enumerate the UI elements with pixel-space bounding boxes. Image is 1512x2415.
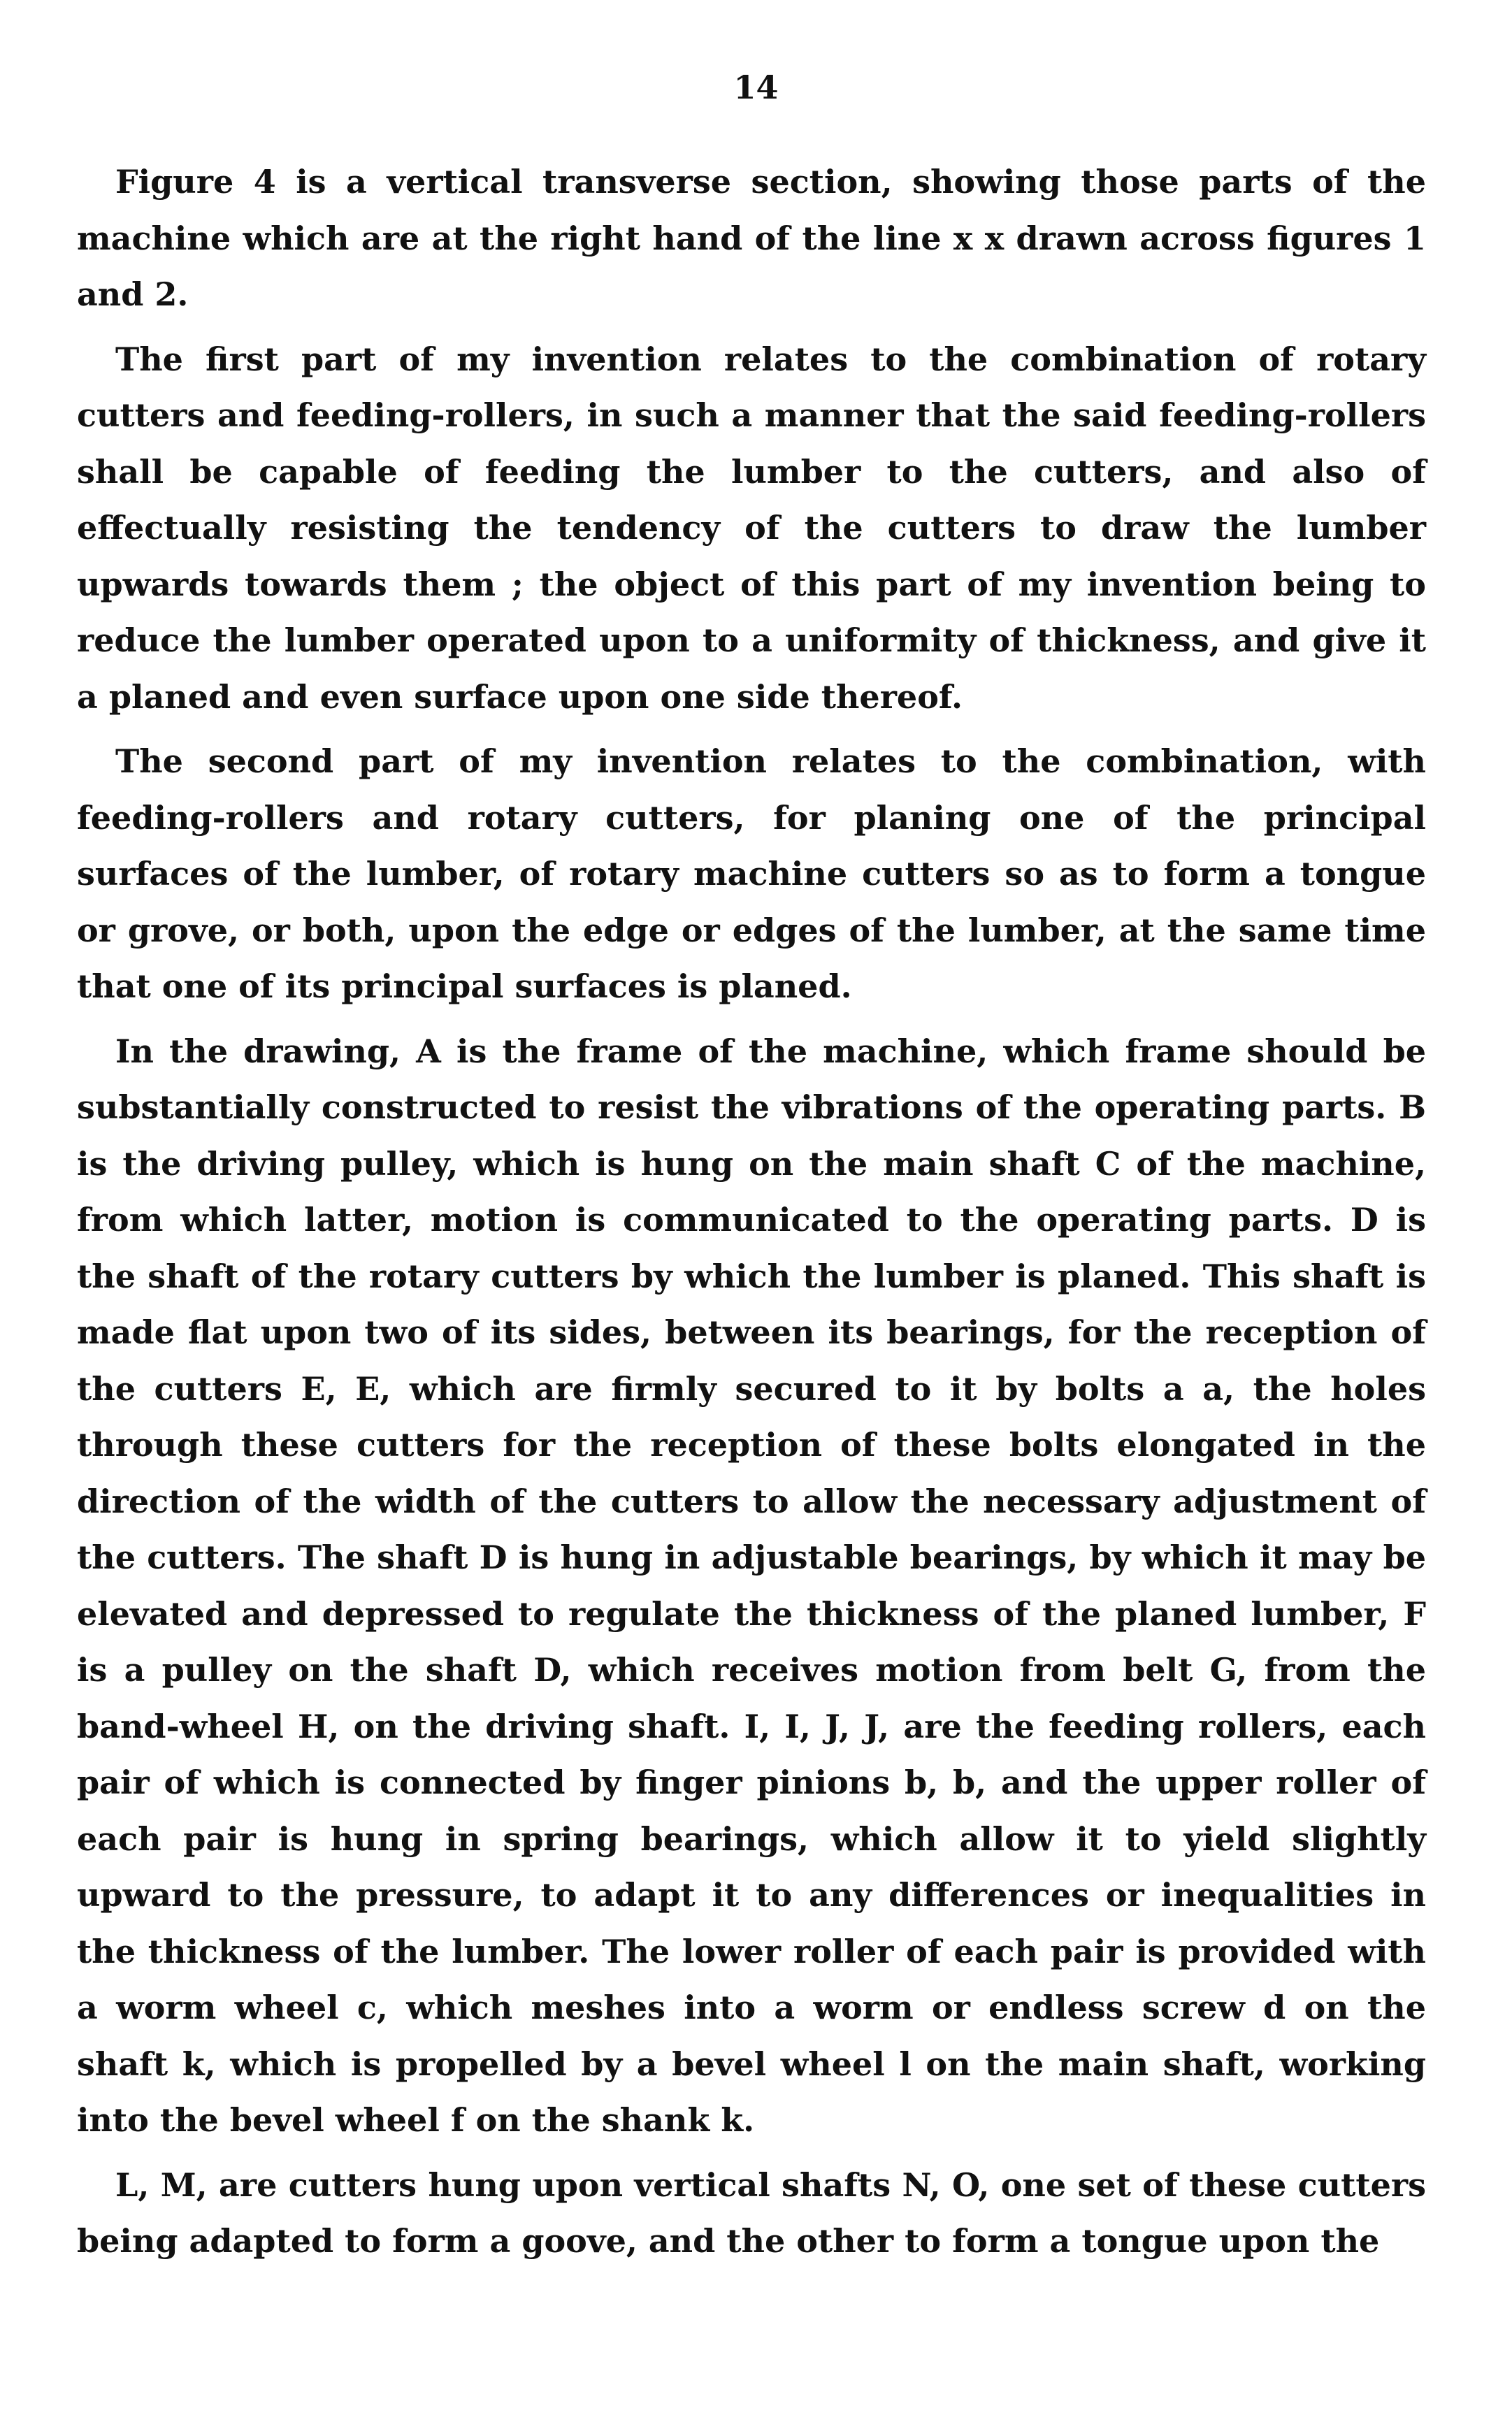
paragraph-cutters: L, M, are cutters hung upon vertical shafts N, O, one set of these cutters being adapted to form a goove, and the other to form a tongue upon the xyxy=(77,2165,1426,2260)
page-body xyxy=(77,154,1426,2278)
page-number: 14 xyxy=(733,69,779,106)
paragraph-first-part: The first part of my invention relates to the combination of rotary cutters and feeding-rollers, in such a manner that the said feeding-rollers shall be capable of feeding the lumber to the cutters, and also of effectually resisting the tendency of the cutters to draw the lumber upwards towards them ; the object of this part of my invention being to reduce the lumber operated upon to a uniformity of thickness, and give it a planed and even surface upon one side thereof. xyxy=(77,340,1426,716)
paragraph-second-part: The second part of my invention relates to the combination, with feeding-rollers and rotary cutters, for planing one of the principal surfaces of the lumber, of rotary machine cutters so as to form a tongue or grove, or both, upon the edge or edges of the lumber, at the same time that one of its principal surfaces is planed. xyxy=(77,742,1426,1005)
paragraph-drawing-description: In the drawing, A is the frame of the machine, which frame should be substantially constructed to resist the vibrations of the operating parts. B is the driving pulley, which is hung on the main shaft C of the machine, from which latter, motion is communicated to the operating parts. D is the shaft of the rotary cutters by which the lumber is planed. This shaft is made flat upon two of its sides, between its bearings, for the reception of the cutters E, E, which are firmly secured to it by bolts a a, the holes through these cutters for the reception of these bolts elongated in the direction of the width of the cutters to allow the necessary adjustment of the cutters. The shaft D is hung in adjustable bearings, by which it may be elevated and depressed to regulate the thickness of the planed lumber, F is a pulley on the shaft D, which receives motion from belt G, from the band-wheel H, on the driving shaft. I, I, J, J, are the feeding rollers, each pair of which is connected by finger pinions b, b, and the upper roller of each pair is hung in spring bearings, which allow it to yield slightly upward to the pressure, to adapt it to any differences or inequalities in the thickness of the lumber. The lower roller of each pair is provided with a worm wheel c, which meshes into a worm or endless screw d on the shaft k, which is propelled by a bevel wheel l on the main shaft, working into the bevel wheel f on the shank k. xyxy=(77,1032,1426,2139)
paragraph-figure-4: Figure 4 is a vertical transverse section, showing those parts of the machine which are at the right hand of the line x x drawn across figures 1 and 2. xyxy=(77,163,1426,313)
